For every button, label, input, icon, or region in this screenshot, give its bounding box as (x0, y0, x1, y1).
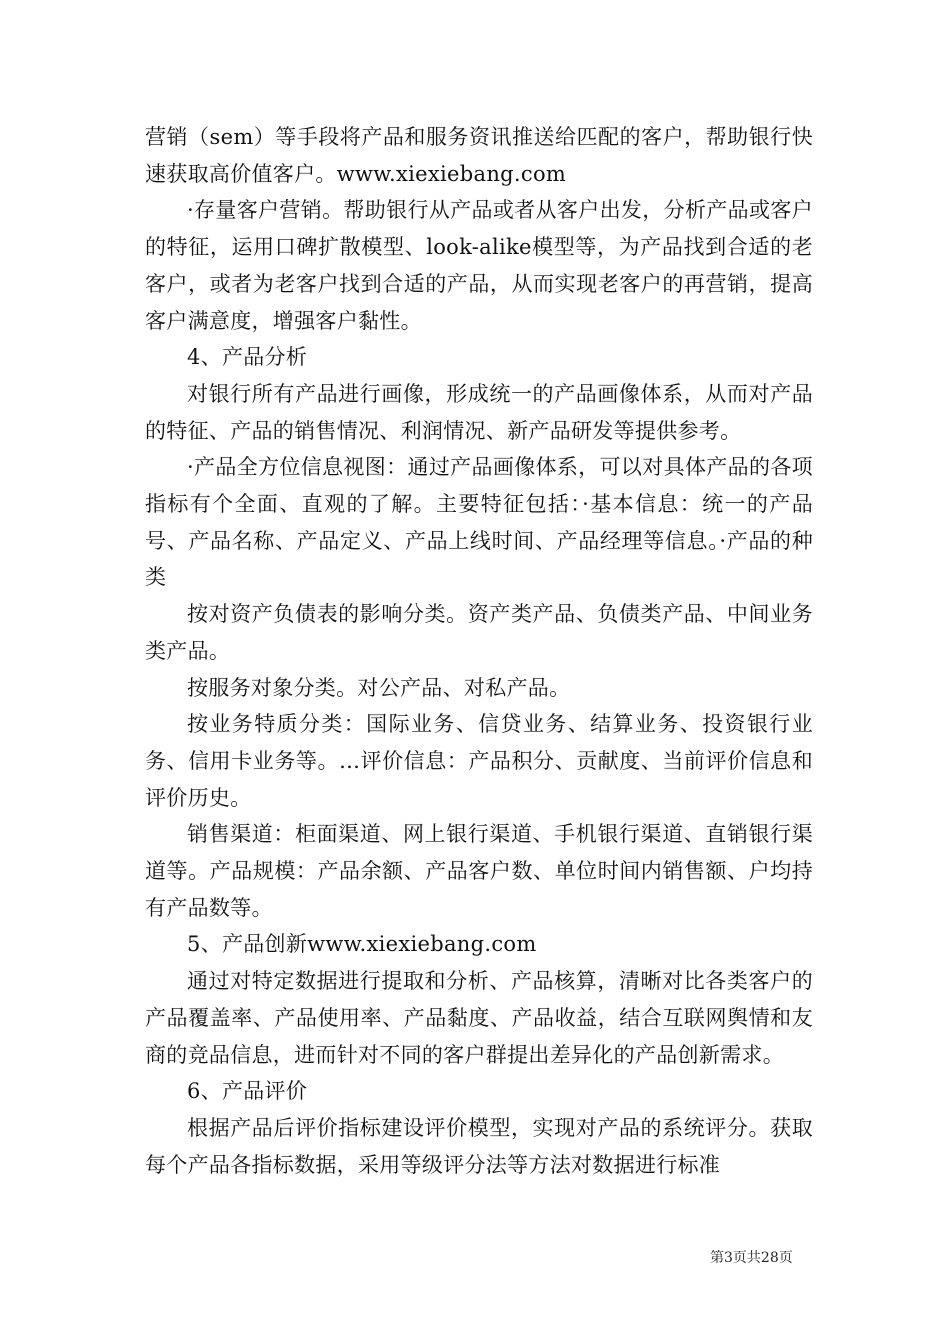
heading-product-evaluation: 6、产品评价 (187, 1079, 308, 1104)
paragraph-stock-customer-marketing: ·存量客户营销。帮助银行从产品或者从客户出发，分析产品或客户的特征，运用口碑扩散模型、look-alike模型等，为产品找到合适的老客户，或者为老客户找到合适的产品，从而实现老客户的再营销，提高客户满意度，增强客户黏性。 (145, 198, 813, 333)
paragraph-business-nature-classification: 按业务特质分类：国际业务、信贷业务、结算业务、投资银行业务、信用卡业务等。…评价信息：产品积分、贡献度、当前评价信息和评价历史。 (145, 712, 813, 810)
paragraph-service-object-classification: 按服务对象分类。对公产品、对私产品。 (187, 675, 571, 700)
paragraph-sales-channels: 销售渠道：柜面渠道、网上银行渠道、手机银行渠道、直销银行渠道等。产品规模：产品余额、产品客户数、单位时间内销售额、户均持有产品数等。 (145, 822, 813, 920)
document-body (145, 119, 813, 1183)
paragraph-product-portrait: 对银行所有产品进行画像，形成统一的产品画像体系，从而对产品的特征、产品的销售情况、利润情况、新产品研发等提供参考。 (145, 381, 813, 443)
page-number-footer: 第3页共28页 (710, 1250, 793, 1266)
heading-product-innovation: 5、产品创新www.xiexiebang.com (187, 932, 537, 957)
paragraph-sem-marketing: 营销（sem）等手段将产品和服务资讯推送给匹配的客户，帮助银行快速获取高价值客户。www.xiexiebang.com (145, 125, 813, 186)
paragraph-product-info-view: ·产品全方位信息视图：通过产品画像体系，可以对具体产品的各项指标有个全面、直观的了解。主要特征包括：·基本信息：统一的产品号、产品名称、产品定义、产品上线时间、产品经理等信息。·产品的种类 (145, 455, 813, 590)
paragraph-evaluation-model: 根据产品后评价指标建设评价模型，实现对产品的系统评分。获取每个产品各指标数据，采用等级评分法等方法对数据进行标准 (145, 1115, 813, 1177)
paragraph-innovation-details: 通过对特定数据进行提取和分析、产品核算，清晰对比各类客户的产品覆盖率、产品使用率、产品黏度、产品收益，结合互联网舆情和友商的竞品信息，进而针对不同的客户群提出差异化的产品创新需求。 (145, 969, 813, 1067)
paragraph-balance-sheet-classification: 按对资产负债表的影响分类。资产类产品、负债类产品、中间业务类产品。 (145, 602, 813, 663)
heading-product-analysis: 4、产品分析 (187, 345, 308, 370)
